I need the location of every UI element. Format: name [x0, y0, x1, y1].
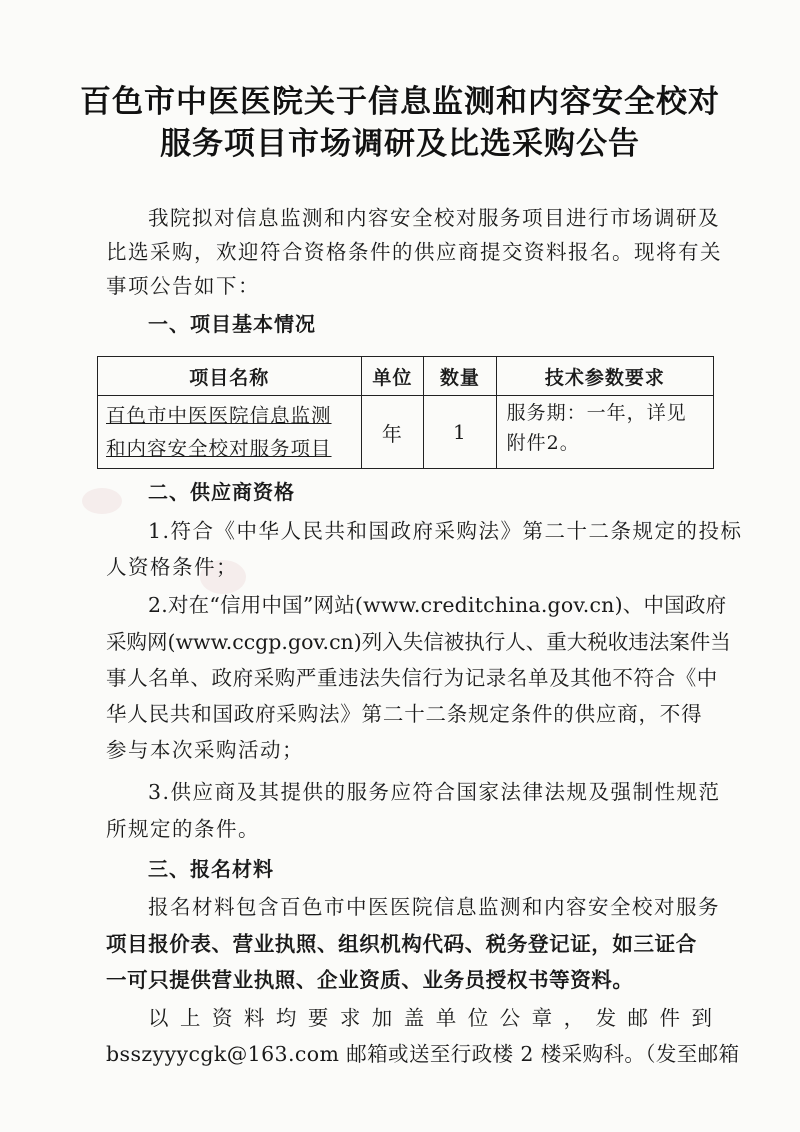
materials-line5: bsszyyycgk@163.com 邮箱或送至行政楼 2 楼采购科。（发至邮箱 — [106, 1042, 740, 1066]
col-header-name: 项目名称 — [98, 357, 362, 396]
qualification-item2-line5: 参与本次采购活动； — [106, 738, 304, 762]
section1-heading: 一、项目基本情况 — [148, 312, 316, 336]
doc-title-line2: 服务项目市场调研及比选采购公告 — [160, 126, 640, 162]
project-name-cell — [98, 396, 362, 469]
qualification-item3-line2: 所规定的条件。 — [106, 817, 260, 841]
doc-title-line1: 百色市中医医院关于信息监测和内容安全校对 — [80, 84, 720, 120]
quantity-cell: 1 — [424, 396, 496, 469]
project-table — [97, 356, 714, 469]
section3-heading: 三、报名材料 — [148, 857, 274, 881]
table-row — [98, 396, 714, 469]
requirements-line1: 服务期：一年，详见 — [506, 402, 687, 424]
unit-cell: 年 — [361, 396, 424, 469]
qualification-item3-line1: 3.供应商及其提供的服务应符合国家法律法规及强制性规范 — [148, 780, 721, 804]
materials-line4: 以上资料均要求加盖单位公章，发邮件到 — [148, 1006, 718, 1030]
col-header-quantity: 数量 — [424, 357, 496, 396]
qualification-item1-line1: 1.符合《中华人民共和国政府采购法》第二十二条规定的投标 — [148, 519, 743, 543]
col-header-unit: 单位 — [361, 357, 424, 396]
intro-line3: 事项公告如下： — [106, 274, 260, 298]
materials-line3: 一可只提供营业执照、企业资质、业务员授权书等资料。 — [106, 968, 634, 992]
paper-stain — [82, 488, 122, 514]
table-header-row — [98, 357, 714, 396]
intro-line2: 比选采购，欢迎符合资格条件的供应商提交资料报名。现将有关 — [106, 240, 722, 264]
qualification-item1-line2: 人资格条件； — [106, 555, 238, 579]
qualification-item2-line3: 事人名单、政府采购严重违法失信行为记录名单及其他不符合《中 — [106, 666, 718, 690]
materials-line1: 报名材料包含百色市中医医院信息监测和内容安全校对服务 — [148, 895, 720, 919]
requirements-line2: 附件2。 — [506, 432, 580, 454]
qualification-item2-line4: 华人民共和国政府采购法》第二十二条规定条件的供应商，不得 — [106, 702, 703, 726]
qualification-item2-line2: 采购网(www.ccgp.gov.cn)列入失信被执行人、重大税收违法案件当 — [106, 630, 731, 654]
section2-heading: 二、供应商资格 — [148, 480, 295, 504]
col-header-requirements: 技术参数要求 — [496, 357, 713, 396]
intro-line1: 我院拟对信息监测和内容安全校对服务项目进行市场调研及 — [148, 206, 720, 230]
materials-line2: 项目报价表、营业执照、组织机构代码、税务登记证，如三证合 — [106, 932, 697, 956]
qualification-item2-line1: 2.对在“信用中国”网站(www.creditchina.gov.cn)、中国政府 — [148, 593, 727, 617]
project-name-line2: 和内容安全校对服务项目 — [106, 437, 332, 460]
requirements-cell — [496, 396, 713, 469]
project-name-line1: 百色市中医医院信息监测 — [106, 404, 332, 427]
